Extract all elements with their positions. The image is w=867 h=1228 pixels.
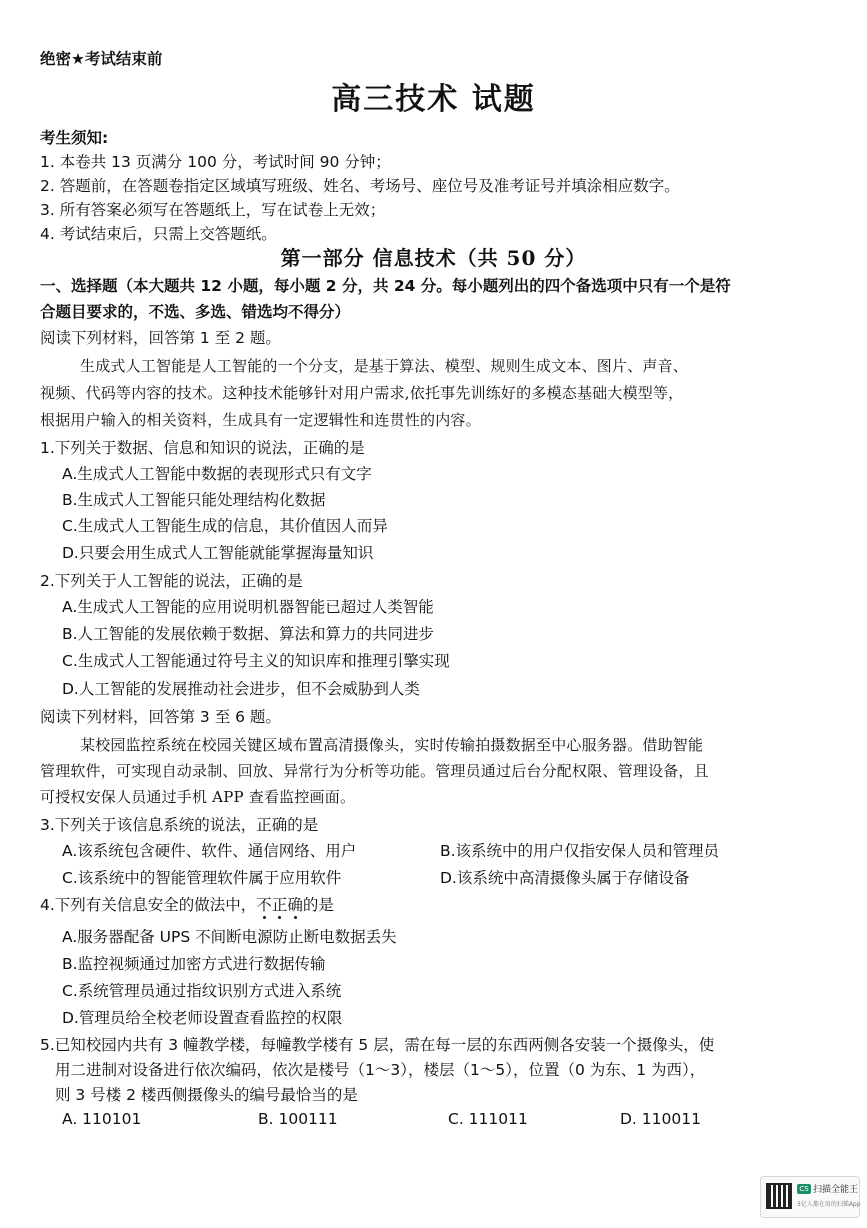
- material-1-line-1: 生成式人工智能是人工智能的一个分支，是基于算法、模型、规则生成文本、图片、声音、: [80, 357, 689, 375]
- confidential-label: 绝密★考试结束前: [40, 50, 163, 68]
- q3-option-b: B.该系统中的用户仅指安保人员和管理员: [440, 842, 720, 860]
- q1-option-d: D.只要会用生成式人工智能就能掌握海量知识: [62, 544, 374, 562]
- part-one-title: 第一部分 信息技术（共 50 分）: [280, 246, 587, 270]
- q3-option-d: D.该系统中高清摄像头属于存储设备: [440, 869, 690, 887]
- q2-option-b: B.人工智能的发展依赖于数据、算法和算力的共同进步: [62, 625, 435, 643]
- q5-option-b: B. 100111: [258, 1110, 338, 1128]
- q3-stem: 3.下列关于该信息系统的说法，正确的是: [40, 816, 319, 834]
- camscanner-logo-icon: CS: [797, 1184, 811, 1194]
- material-2-line-2: 管理软件，可实现自动录制、回放、异常行为分析等功能。管理员通过后台分配权限、管理设备，且: [40, 762, 709, 780]
- q4-option-a: A.服务器配备 UPS 不间断电源防止断电数据丢失: [62, 928, 397, 946]
- q2-option-a: A.生成式人工智能的应用说明机器智能已超过人类智能: [62, 598, 434, 616]
- q3-option-a: A.该系统包含硬件、软件、通信网络、用户: [62, 842, 357, 860]
- q4-stem-suffix: 的是: [302, 896, 334, 914]
- page-title: 高三技术 试题: [331, 82, 536, 117]
- q1-option-b: B.生成式人工智能只能处理结构化数据: [62, 491, 326, 509]
- q5-option-d: D. 110011: [620, 1110, 701, 1128]
- q3-option-c: C.该系统中的智能管理软件属于应用软件: [62, 869, 342, 887]
- scanner-app-name: 扫描全能王: [813, 1185, 859, 1195]
- notice-item-3: 3. 所有答案必须写在答题纸上，写在试卷上无效；: [40, 201, 386, 219]
- q2-option-c: C.生成式人工智能通过符号主义的知识库和推理引擎实现: [62, 652, 450, 670]
- q5-stem-line-1: 5.已知校园内共有 3 幢教学楼，每幢教学楼有 5 层，需在每一层的东西两侧各安装一个摄像头，使: [40, 1036, 715, 1054]
- notice-heading: 考生须知:: [40, 129, 109, 147]
- q4-option-d: D.管理员给全校老师设置查看监控的权限: [62, 1009, 343, 1027]
- section-instructions-line-1: 一、选择题（本大题共 12 小题，每小题 2 分，共 24 分。每小题列出的四个备选项中只有一个是符: [40, 277, 731, 295]
- notice-item-1: 1. 本卷共 13 页满分 100 分，考试时间 90 分钟；: [40, 153, 391, 171]
- q2-stem: 2.下列关于人工智能的说法，正确的是: [40, 572, 303, 590]
- q4-emphasis-char-1: 不: [256, 896, 272, 914]
- material-1-intro: 阅读下列材料，回答第 1 至 2 题。: [40, 329, 281, 347]
- qr-code-icon: [766, 1183, 792, 1209]
- material-2-intro: 阅读下列材料，回答第 3 至 6 题。: [40, 708, 281, 726]
- q5-option-a: A. 110101: [62, 1110, 142, 1128]
- q2-option-d: D.人工智能的发展推动社会进步，但不会威胁到人类: [62, 680, 420, 698]
- q5-option-c: C. 111011: [448, 1110, 528, 1128]
- q1-option-c: C.生成式人工智能生成的信息，其价值因人而异: [62, 517, 388, 535]
- material-1-line-3: 根据用户输入的相关资料，生成具有一定逻辑性和连贯性的内容。: [40, 411, 481, 429]
- notice-item-4: 4. 考试结束后，只需上交答题纸。: [40, 225, 277, 243]
- material-2-line-3: 可授权安保人员通过手机 APP 查看监控画面。: [40, 788, 356, 806]
- section-instructions-line-2: 合题目要求的，不选、多选、错选均不得分）: [40, 303, 351, 321]
- scanner-app-tagline: 3亿人都在用的扫描App: [797, 1201, 861, 1208]
- notice-item-2: 2. 答题前，在答题卷指定区域填写班级、姓名、考场号、座位号及准考证号并填涂相应数字。: [40, 177, 680, 195]
- q4-emphasis-char-2: 正: [271, 896, 288, 914]
- q4-stem: [40, 893, 840, 917]
- q5-stem-line-2: 用二进制对设备进行依次编码，依次是楼号（1～3），楼层（1～5），位置（0 为东、1 为西），: [55, 1061, 706, 1079]
- q5-stem-line-3: 则 3 号楼 2 楼西侧摄像头的编号最恰当的是: [55, 1086, 358, 1104]
- scanner-watermark: [760, 1176, 860, 1218]
- q1-option-a: A.生成式人工智能中数据的表现形式只有文字: [62, 465, 372, 483]
- material-2-line-1: 某校园监控系统在校园关键区域布置高清摄像头，实时传输拍摄数据至中心服务器。借助智能: [80, 736, 704, 754]
- q4-emphasis-char-3: 确: [287, 896, 303, 914]
- material-1-line-2: 视频、代码等内容的技术。这种技术能够针对用户需求,依托事先训练好的多模态基础大模型等，: [40, 384, 684, 402]
- q4-option-c: C.系统管理员通过指纹识别方式进入系统: [62, 982, 342, 1000]
- q1-stem: 1.下列关于数据、信息和知识的说法，正确的是: [40, 439, 365, 457]
- q4-stem-prefix: 4.下列有关信息安全的做法中，: [40, 896, 257, 914]
- q4-option-b: B.监控视频通过加密方式进行数据传输: [62, 955, 326, 973]
